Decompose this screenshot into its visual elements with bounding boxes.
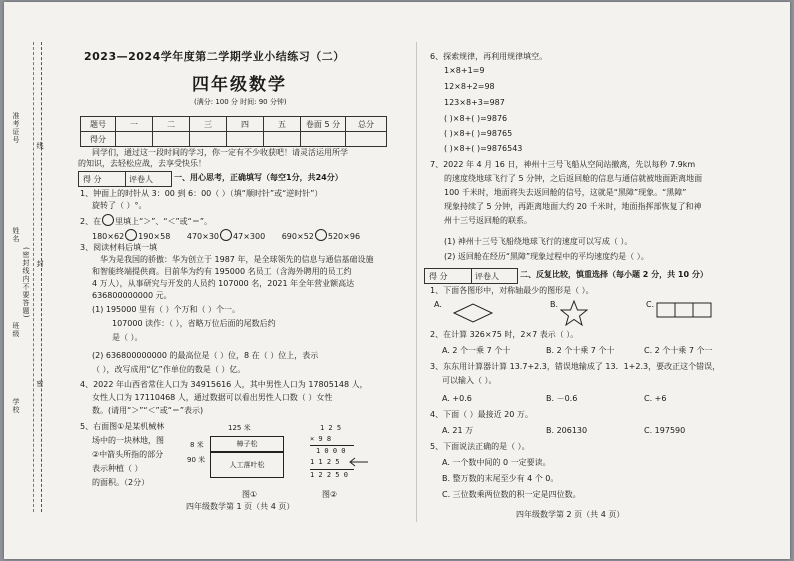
fig2-rule-2 (310, 469, 354, 470)
fig1-width-label: 125 米 (228, 424, 251, 432)
score-cell (116, 132, 153, 147)
q6-line-3: 123×8+3=987 (444, 98, 505, 107)
q4-line-1: 4、2022 年山西省常住人口为 34915616 人，其中男性人口为 17805148 人， (80, 380, 368, 389)
score-cell (153, 132, 190, 147)
mc4-option-a: A. 21 万 (442, 426, 474, 435)
q2-item-c: 470×30 (186, 232, 220, 241)
q3-passage-2: 和智能终端提供商。目前华为约有 195000 名员工（含海外聘用的员工约 (92, 267, 352, 276)
q3-sub2-line-2: （ ），改写成用“亿”作单位的数是（ ）亿。 (92, 365, 246, 374)
margin-name-label: 姓名 (12, 227, 20, 243)
q2-item-b: 190×58 (138, 232, 171, 241)
mc1-option-a: A. (434, 300, 442, 309)
q6-line-2: 12×8+2=98 (444, 82, 495, 91)
q4-line-2: 女性人口为 17110468 人，通过数据可以看出男性人口数（ ）女性 (92, 393, 333, 402)
q2-answer-circle-2[interactable] (220, 229, 232, 241)
margin-secret-mark: 密 (36, 380, 44, 388)
page-divider (416, 42, 417, 522)
exam-meta: (满分: 100 分 时间: 90 分钟) (194, 98, 287, 106)
q6-line-1: 1×8+1=9 (444, 66, 485, 75)
q2-item-a: 180×62 (92, 232, 125, 241)
section2-title: 二、反复比较，慎重选择（每小题 2 分，共 10 分） (520, 270, 708, 279)
score-header-cell: 二 (153, 117, 190, 132)
q2-item-e: 690×52 (281, 232, 314, 241)
fig2-rule-1 (310, 445, 354, 446)
mc5-question: 5、下面说法正确的是（ ）。 (430, 442, 530, 451)
q7-line-5: 州十三号返回舱的联系。 (444, 216, 532, 225)
intro-line-1: 同学们，通过这一段时间的学习，你一定有不少收获吧！请灵活运用所学 (92, 148, 348, 157)
score-header-cell: 卷面 5 分 (301, 117, 346, 132)
score-header-cell: 题号 (81, 117, 116, 132)
mc4-option-b: B. 206130 (546, 426, 588, 435)
score-cell (301, 132, 346, 147)
mc2-option-b: B. 2 个十乘 7 个十 (546, 346, 615, 355)
mc5-option-c: C. 三位数乘两位数的积一定是四位数。 (442, 490, 581, 499)
section1-title: 一、用心思考，正确填写（每空1分，共24分） (174, 173, 343, 182)
mc4-option-c: C. 197590 (644, 426, 686, 435)
score-header-cell: 一 (116, 117, 153, 132)
margin-seal-mark: 封 (36, 260, 44, 268)
fig1-height-bottom-label: 90 米 (187, 456, 206, 464)
fig2-arrow-icon (348, 457, 370, 467)
margin-line-mark: 线 (36, 142, 44, 150)
q6-line-4: ( )×8+( )=9876 (444, 114, 508, 123)
mc1-option-c: C. (646, 300, 655, 309)
exam-title: 2023—2024学年度第二学期学业小结练习（二） (84, 50, 345, 63)
section1-score-label: 得 分 (83, 175, 102, 184)
margin-no-answer-note: (密封线内不要答题) (22, 247, 30, 319)
fig2-row-2: × 9 8 (310, 435, 332, 443)
q7-sub-2: (2) 返回舱在经历“黑障”现象过程中的平均速度约是（ ）。 (444, 252, 649, 261)
score-table (80, 116, 387, 147)
section2-reviewer-label: 评卷人 (475, 272, 499, 281)
q2-sample-circle (102, 214, 114, 226)
score-table-score-row (81, 132, 387, 147)
fig1-pine-label: 樟子松 (236, 440, 258, 448)
score-cell (227, 132, 264, 147)
margin-school-label: 学校 (12, 398, 20, 414)
q3-passage-1: 华为是我国的骄傲：华为创立于 1987 年，是全球领先的信息与通信基础设施 (100, 255, 374, 264)
mc5-option-b: B. 整万数的末尾至少有 4 个 0。 (442, 474, 559, 483)
q3-passage-4: 636800000000 元。 (92, 291, 172, 300)
fig2-row-3: 1 0 0 0 (316, 447, 346, 455)
mc1-option-b: B. (550, 300, 559, 309)
intro-line-2: 的知识，去轻松应战，去享受快乐！ (78, 159, 206, 168)
q3-passage-3: 4 万人），从事研究与开发的人员约 107000 名，2021 年全年营业额高达 (92, 279, 355, 288)
q3-sub1-line-3: 是（ ）。 (112, 333, 143, 342)
fig1-larch-area (210, 452, 284, 478)
q6-line-5: ( )×8+( )=98765 (444, 129, 513, 138)
q3-sub1-line-1: (1) 195000 里有（ ）个万和（ ）个一。 (92, 305, 241, 314)
mc2-option-a: A. 2 个一乘 7 个十 (442, 346, 511, 355)
q7-line-1: 7、2022 年 4 月 16 日，神州十三号飞船从空间站撤离，先以每秒 7.9km (430, 160, 696, 169)
q5-line-1: 5、右面图①是某机械林 (80, 422, 165, 431)
subject-title: 四年级数学 (192, 75, 287, 95)
score-header-cell: 四 (227, 117, 264, 132)
left-page-footer: 四年级数学第 1 页（共 4 页） (186, 502, 295, 511)
q1-line-1: 1、钟面上的时针从 3：00 到 6：00（ ）（填“顺时针”或“逆时针”） (80, 189, 323, 198)
fig2-row-5: 1 2 2 5 0 (310, 471, 348, 479)
rhombus-icon (452, 302, 494, 324)
score-cell (190, 132, 227, 147)
q4-line-3: 数。(请用“＞”“＜”或“＝”表示) (92, 406, 204, 415)
q7-sub-1: (1) 神州十三号飞船绕地球飞行的速度可以写成（ ）。 (444, 237, 633, 246)
margin-exam-number-label: 准考证号 (12, 112, 20, 144)
score-header-cell: 五 (264, 117, 301, 132)
q7-line-3: 100 千米时，地面将失去返回舱的信号，这就是“黑障”现象。“黑障” (444, 188, 687, 197)
mc3-question-2: 可以输入（ ）。 (442, 376, 497, 385)
mc2-question: 2、在计算 326×75 时，2×7 表示（ ）。 (430, 330, 579, 339)
q2-comparisons (92, 229, 360, 242)
section2-score-box (424, 268, 518, 284)
fig2-row-4: 1 1 2 5 (310, 458, 340, 466)
q3-sub2-line-1: (2) 636800000000 的最高位是（ ）位，8 在（ ）位上，表示 (92, 351, 319, 360)
fig2-row-1: 1 2 5 (320, 424, 342, 432)
mc3-option-a: A. +0.6 (442, 394, 472, 403)
margin-class-label: 班级 (12, 322, 20, 338)
score-header-cell: 总分 (346, 117, 387, 132)
fig1-caption: 图① (242, 490, 258, 499)
q7-line-4: 现象持续了 5 分钟，再距离地面大约 20 千米时，地面指挥部恢复了和神 (444, 202, 702, 211)
section1-reviewer-label: 评卷人 (129, 175, 153, 184)
fig1-larch-label: 人工落叶松 (229, 461, 265, 469)
q5-line-4: 表示种植（ ） (92, 464, 143, 473)
q5-line-5: 的面积。（2分） (92, 478, 150, 487)
q3-title: 3、阅读材料后填一填 (80, 243, 158, 252)
q2-prompt (80, 214, 212, 227)
q2-prompt-end: 里填上“＞”、“＜”或“＝”。 (115, 217, 212, 226)
q2-item-f: 520×96 (327, 232, 361, 241)
section1-score-divider (125, 172, 126, 186)
q7-line-2: 的速度绕地球飞行了 5 分钟，之后返回舱的信息与通信就被地面距离地面 (444, 174, 703, 183)
mc5-option-a: A. 一个数中间的 0 一定要读。 (442, 458, 551, 467)
fig1-pine-area (210, 436, 284, 452)
q2-answer-circle-3[interactable] (315, 229, 327, 241)
mc3-option-c: C. +6 (644, 394, 667, 403)
score-cell (264, 132, 301, 147)
score-cell (346, 132, 387, 147)
mc3-option-b: B. －0.6 (546, 394, 578, 403)
mc2-option-c: C. 2 个十乘 7 个一 (644, 346, 713, 355)
section2-score-divider (471, 269, 472, 283)
q3-sub1-line-2: 107000 读作：（ ），省略万位后面的尾数后约 (112, 319, 276, 328)
binding-dashed-line-outer (33, 42, 34, 512)
right-page-footer: 四年级数学第 2 页（共 4 页） (516, 510, 625, 519)
score-header-cell: 三 (190, 117, 227, 132)
grid-shape-icon (656, 302, 712, 320)
mc4-question: 4、下面（ ）最接近 20 万。 (430, 410, 533, 419)
mc3-question-1: 3、东东用计算器计算 13.7+2.3，错误地输成了 13．1+2.3，要改正这个错误， (430, 362, 721, 371)
mc1-question: 1、下面各图形中，对称轴最少的图形是（ ）。 (430, 286, 594, 295)
score-table-header-row (81, 117, 387, 132)
section1-score-box (78, 171, 172, 187)
q5-line-3: ②中箭头所指的部分 (92, 450, 164, 459)
q5-line-2: 场中的一块林地，图 (92, 436, 164, 445)
q6-line-6: ( )×8+( )=9876543 (444, 144, 523, 153)
fig1-height-top-label: 8 米 (190, 441, 204, 449)
exam-paper (4, 2, 790, 559)
q2-prompt-start: 2、在 (80, 217, 102, 226)
q2-answer-circle-1[interactable] (125, 229, 137, 241)
star-icon (560, 300, 588, 326)
score-row-label: 得分 (81, 132, 116, 147)
binding-dashed-line (41, 42, 42, 512)
section2-score-label: 得 分 (429, 272, 448, 281)
q2-item-d: 47×300 (233, 232, 266, 241)
fig2-caption: 图② (322, 490, 338, 499)
q6-title: 6、探索规律，再利用规律填空。 (430, 52, 548, 61)
q1-line-2: 旋转了（ ）°。 (92, 201, 147, 210)
